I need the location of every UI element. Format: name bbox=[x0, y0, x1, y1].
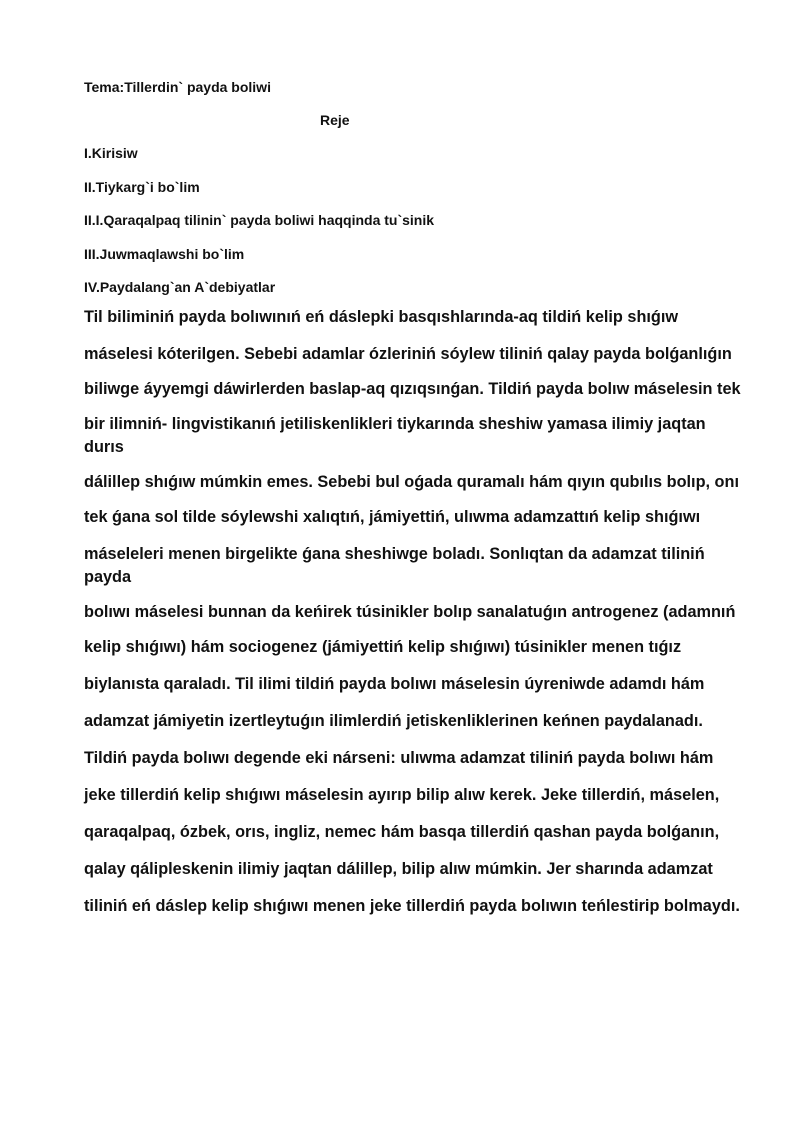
document-header bbox=[84, 76, 734, 310]
paragraph-line: qaraqalpaq, ózbek, orıs, ingliz, nemec hám basqa tillerdiń qashan payda bolǵanın, bbox=[84, 823, 720, 841]
paragraph-line: qalay qálipleskenin ilimiy jaqtan dálillep, bilip alıw múmkin. Jer sharında adamzat bbox=[84, 860, 713, 878]
paragraph-line: kelip shıǵıwı) hám sociogenez (jámiyettiń kelip shıǵıwı) túsinikler menen tıǵız bbox=[84, 638, 682, 656]
paragraph-line: dálillep shıǵıw múmkin emes. Sebebi bul oǵada quramalı hám qıyın qubılıs bolıp, onı bbox=[84, 473, 739, 491]
paragraph-line: tek ǵana sol tilde sóylewshi xalıqtıń, jámiyettiń, ulıwma adamzattıń kelip shıǵıwı bbox=[84, 508, 701, 526]
paragraph-line: bolıwı máselesi bunnan da keńirek túsinikler bolıp sanalatuǵın antrogenez (adamnıń bbox=[84, 603, 736, 621]
paragraph-line: máselesi kóterilgen. Sebebi adamlar ózleriniń sóylew tiliniń qalay payda bolǵanlıǵın bbox=[84, 345, 732, 363]
main-paragraph bbox=[84, 306, 744, 930]
paragraph-line: adamzat jámiyetin izertleytuǵın ilimlerdiń jetiskenliklerinen keńnen paydalanadı. bbox=[84, 712, 703, 730]
paragraph-line: máseleleri menen birgelikte ǵana sheshiwge boladı. Sonlıqtan da adamzat tiliniń payda bbox=[84, 545, 705, 586]
paragraph-line: biylanısta qaraladı. Til ilimi tildiń payda bolıwı máselesin úyreniwde adamdı hám bbox=[84, 675, 705, 693]
paragraph-line: bir ilimniń- lingvistikanıń jetiliskenlikleri tiykarında sheshiw yamasa ilimiy jaqtan durıs bbox=[84, 415, 706, 456]
outline-item-main-part: II.Tiykarg`i bo`lim bbox=[84, 178, 200, 195]
outline-item-introduction: I.Kirisiw bbox=[84, 145, 138, 161]
outline-item-references: IV.Paydalang`an A`debiyatlar bbox=[84, 279, 276, 295]
paragraph-line: tiliniń eń dáslep kelip shıǵıwı menen jeke tillerdiń payda bolıwın teńlestirip bolmaydı. bbox=[84, 897, 740, 915]
paragraph-line: jeke tillerdiń kelip shıǵıwı máselesin ayırıp bilip alıw kerek. Jeke tillerdiń, máselen, bbox=[84, 786, 720, 804]
paragraph-line: Tildiń payda bolıwı degende eki nárseni: ulıwma adamzat tiliniń payda bolıwı hám bbox=[84, 749, 714, 767]
outline-item-karakalpak-language-origin: II.I.Qaraqalpaq tilinin` payda boliwi haqqinda tu`sinik bbox=[84, 212, 435, 228]
paragraph-line: biliwge áyyemgi dáwirlerden baslap-aq qızıqsınǵan. Tildiń payda bolıw máselesin tek bbox=[84, 380, 741, 398]
plan-heading: Reje bbox=[320, 112, 350, 128]
outline-item-conclusion: III.Juwmaqlawshi bo`lim bbox=[84, 245, 245, 262]
document-title: Tema:Tillerdin` payda boliwi bbox=[84, 79, 271, 95]
paragraph-line: Til biliminiń payda bolıwınıń eń dáslepki basqıshlarında-aq tildiń kelip shıǵıw bbox=[84, 308, 679, 326]
